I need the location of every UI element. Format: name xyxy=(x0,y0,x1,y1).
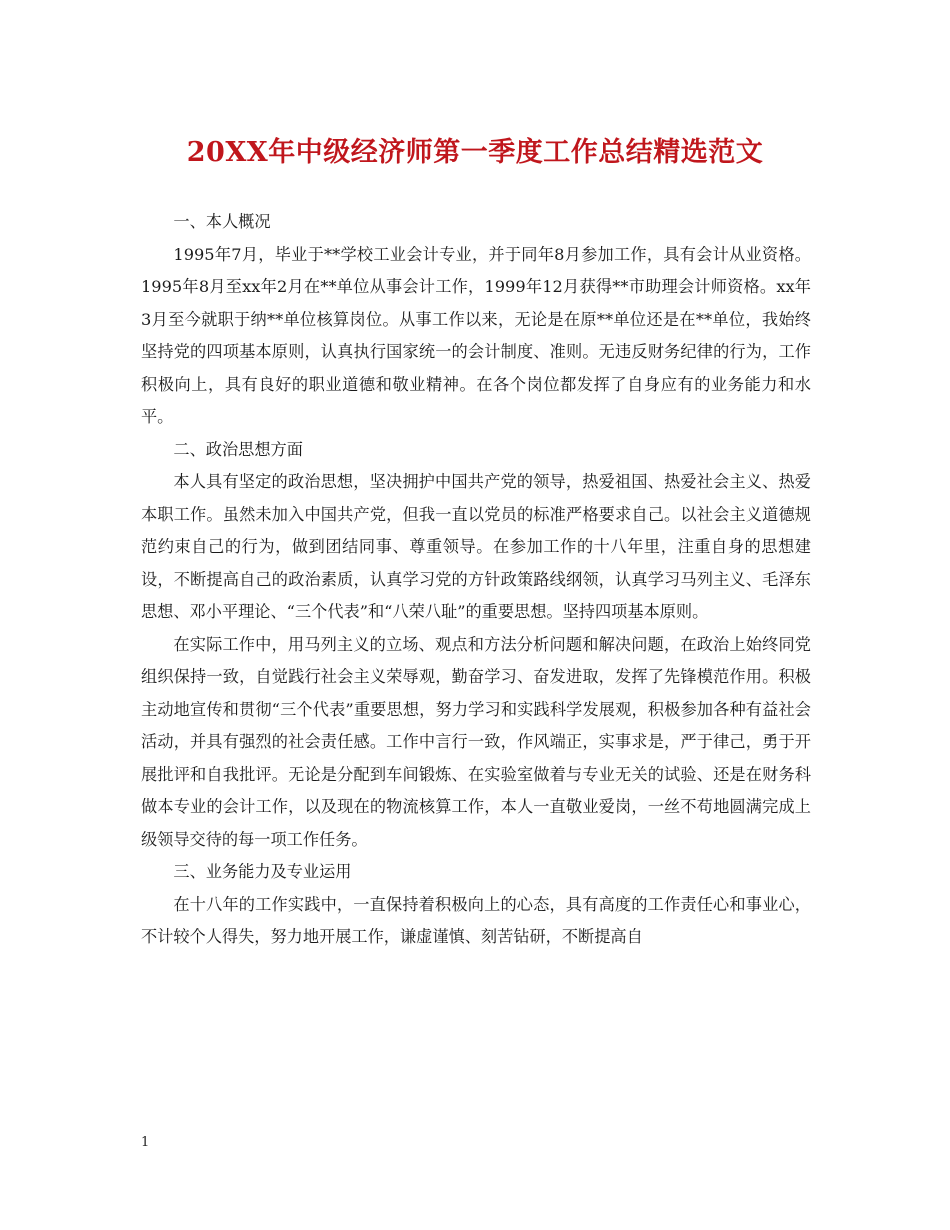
section-heading-overview: 一、本人概况 xyxy=(173,212,271,231)
paragraph: 1995年7月，毕业于**学校工业会计专业，并于同年8月参加工作，具有会计从业资格。1995年8月至xx年2月在**单位从事会计工作，1999年12月获得**市助理会计师资格。xx年3月至今就职于纳**单位核算岗位。从事工作以来，无论是在原**单位还是在**单位，我始终坚持党的四项基本原则，认真执行国家统一的会计制度、准则。无违反财务纪律的行为，工作积极向上，具有良好的职业道德和敬业精神。在各个岗位都发挥了自身应有的业务能力和水平。 xyxy=(141,244,811,426)
document-title: 20XX年中级经济师第一季度工作总结精选范文 xyxy=(186,137,764,168)
page-number: 1 xyxy=(141,1135,150,1150)
paragraph: 本人具有坚定的政治思想，坚决拥护中国共产党的领导，热爱祖国、热爱社会主义、热爱本职工作。虽然未加入中国共产党，但我一直以党员的标准严格要求自己。以社会主义道德规范约束自己的行为，做到团结同事、尊重领导。在参加工作的十八年里，注重自身的思想建设，不断提高自己的政治素质，认真学习党的方针政策路线纲领，认真学习马列主义、毛泽东思想、邓小平理论、“三个代表”和“八荣八耻”的重要思想。坚持四项基本原则。 xyxy=(141,472,811,621)
section-heading-political: 二、政治思想方面 xyxy=(173,439,303,459)
section-heading-business: 三、业务能力及专业运用 xyxy=(173,862,352,881)
document-body xyxy=(141,206,811,954)
paragraph: 在实际工作中，用马列主义的立场、观点和方法分析问题和解决问题，在政治上始终同党组织保持一致，自觉践行社会主义荣辱观，勤奋学习、奋发进取，发挥了先锋模范作用。积极主动地宣传和贯彻“三个代表”重要思想，努力学习和实践科学发展观，积极参加各种有益社会活动，并具有强烈的社会责任感。工作中言行一致，作风端正，实事求是，严于律己，勇于开展批评和自我批评。无论是分配到车间锻炼、在实验室做着与专业无关的试验、还是在财务科做本专业的会计工作，以及现在的物流核算工作，本人一直敬业爱岗，一丝不苟地圆满完成上级领导交待的每一项工作任务。 xyxy=(141,634,811,849)
paragraph: 在十八年的工作实践中，一直保持着积极向上的心态，具有高度的工作责任心和事业心，不计较个人得失，努力地开展工作，谦虚谨慎、刻苦钻研，不断提高自 xyxy=(141,894,811,946)
